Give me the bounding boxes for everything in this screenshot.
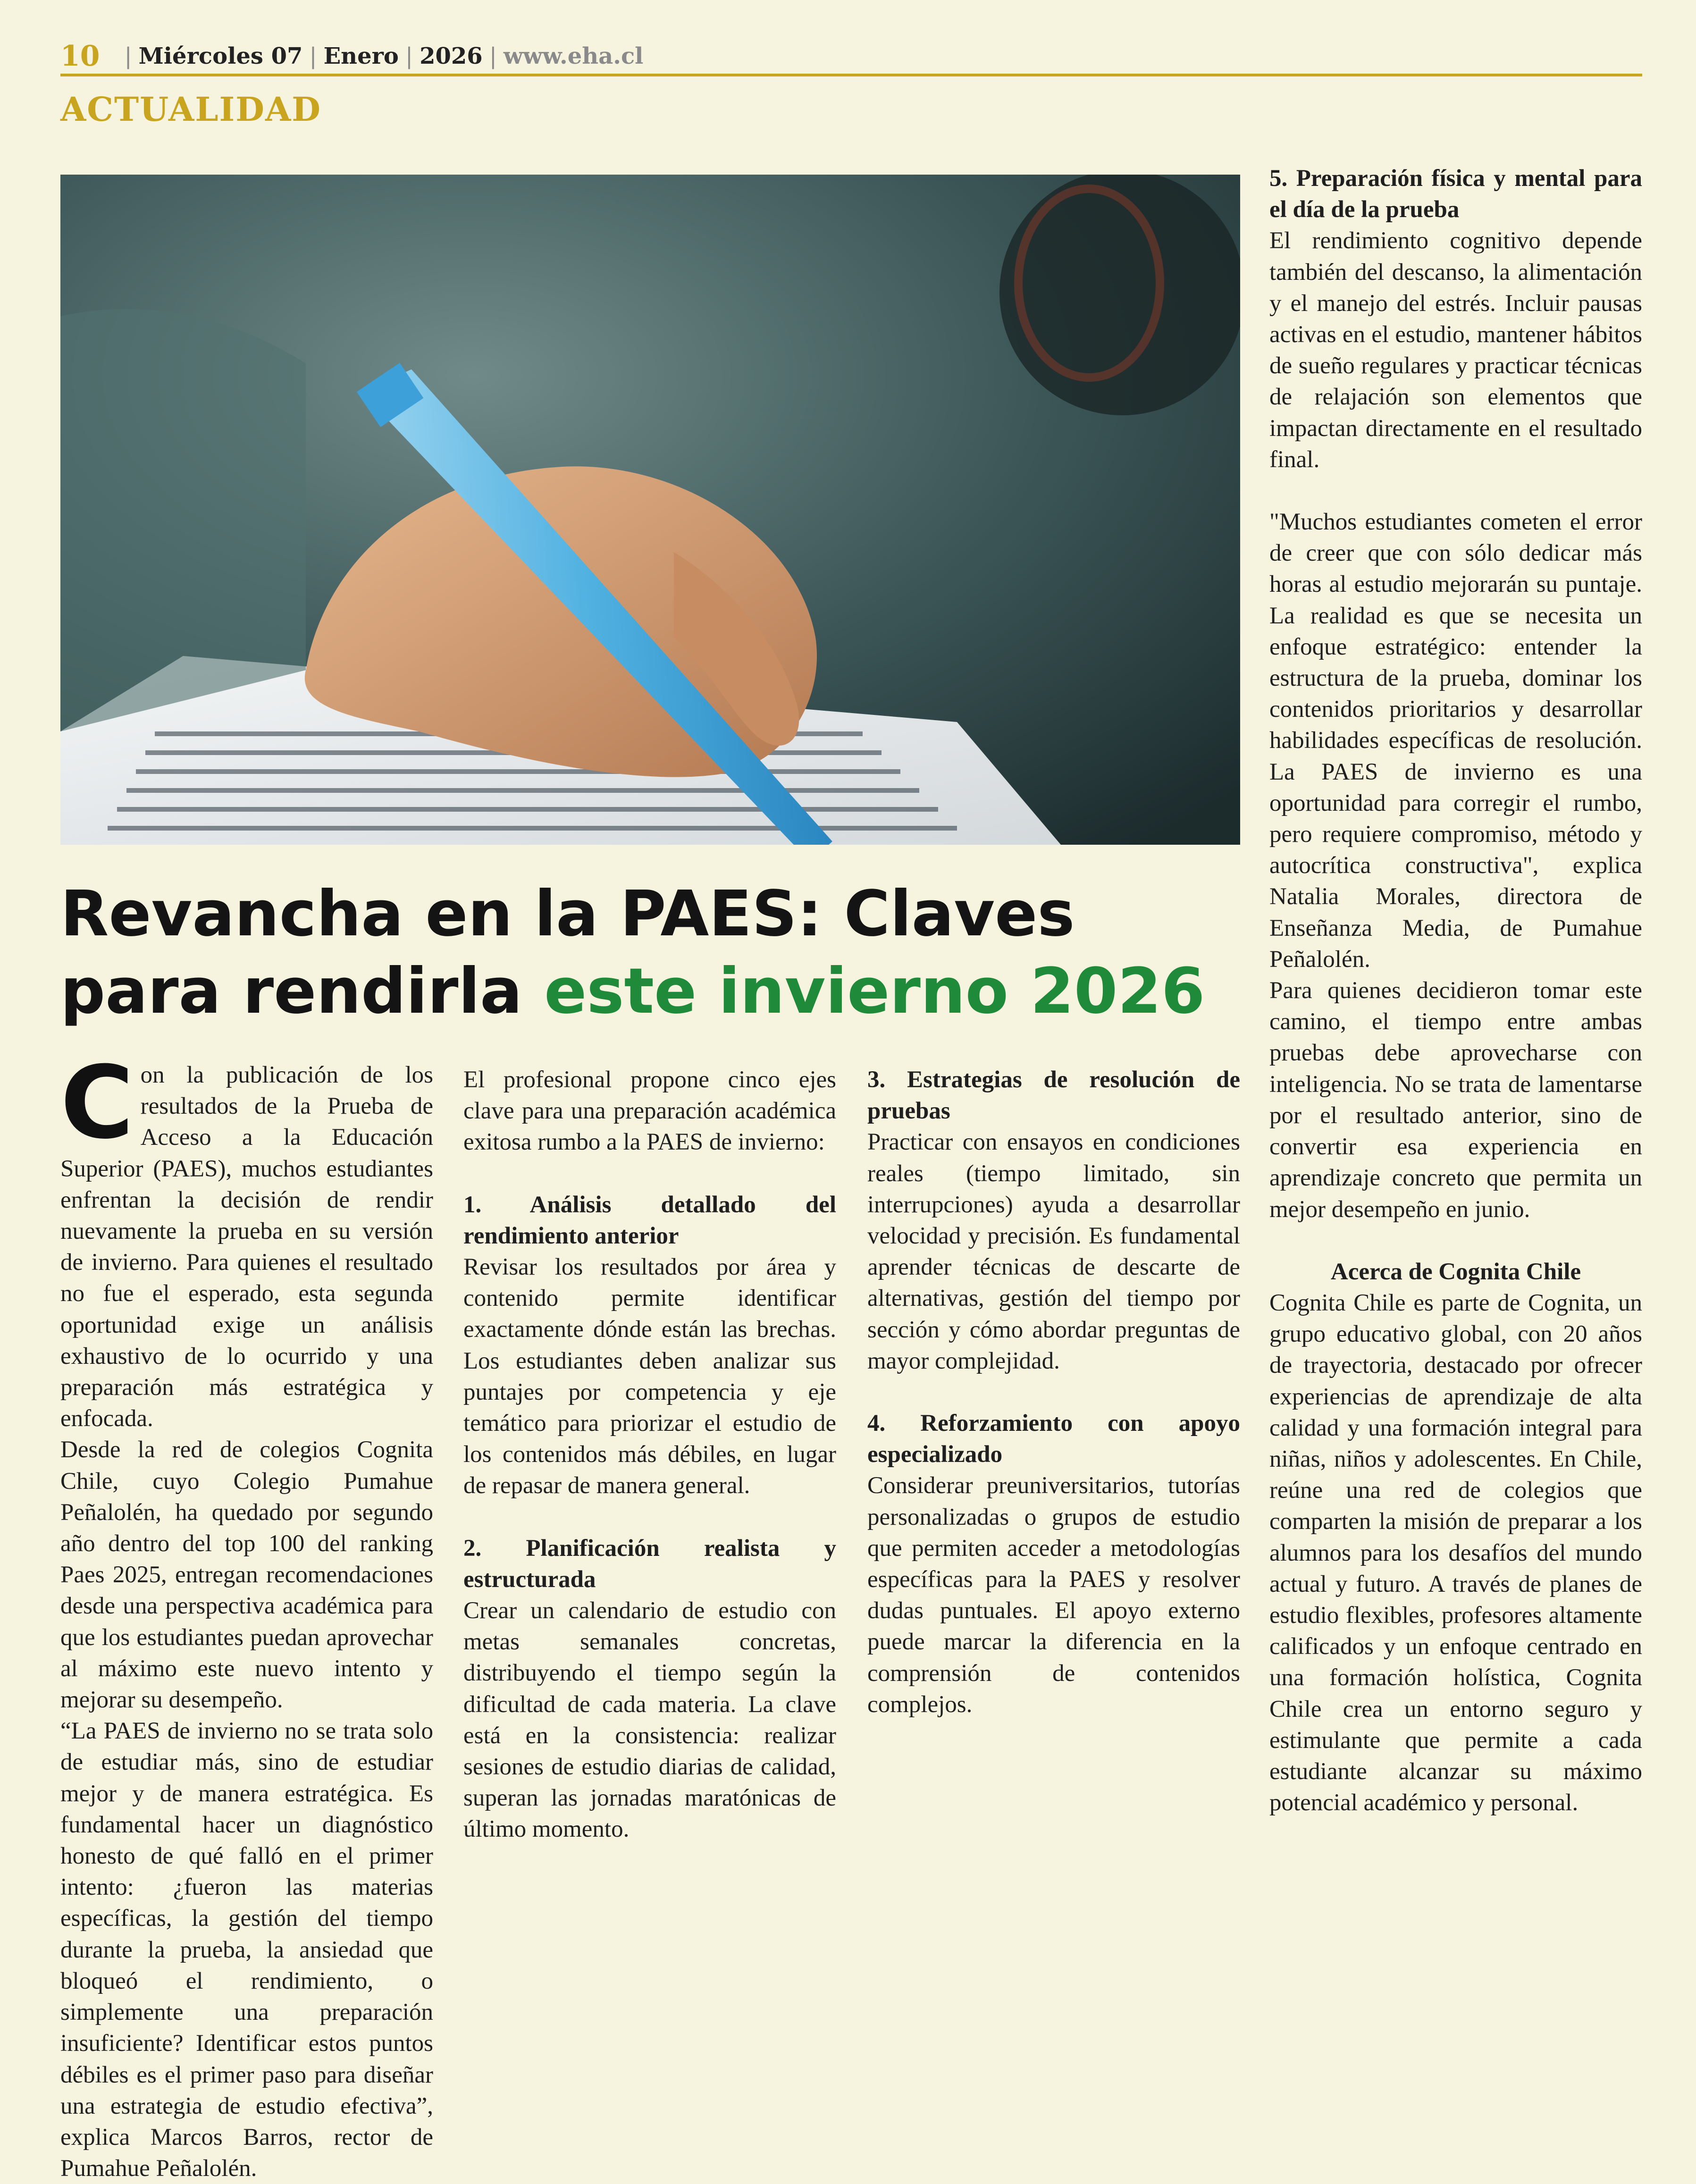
text-axis-3: Practicar con ensayos en condiciones reales (tiempo limitado, sin interrupciones) ayuda a desarrollar velocidad y precisión. Es fundamental aprender técnicas de descarte de alternativas, gestión del tiempo por sección y cómo abordar preguntas de mayor complejidad.	[867, 1129, 1240, 1374]
heading-axis-2: 2. Planificación realista y estructurada	[463, 1535, 836, 1593]
article-headline	[60, 875, 1240, 1030]
article-column-2	[463, 1064, 836, 1845]
text-axis-2: Crear un calendario de estudio con metas semanales concretas, distribuyendo el tiempo según la dificultad de cada materia. La clave está en la consistencia: realizar sesiones de estudio diarias de calidad, superan las jornadas maratónicas de último momento.	[463, 1597, 836, 1843]
heading-axis-3: 3. Estrategias de resolución de pruebas	[867, 1067, 1240, 1125]
intro-paragraph: Con la publicación de los resultados de la Prueba de Acceso a la Educación Superior (PAES), muchos estudiantes enfrentan la decisión de rendir nuevamente la prueba en su versión de invierno. Para quienes el resultado no fue el esperado, esta segunda oportunidad exige un análisis exhaustivo de lo ocurrido y una preparación más estratégica y enfocada.	[60, 1044, 433, 1432]
headline-part1: Revancha en la PAES: Claves para rendirla	[60, 878, 1075, 1028]
article-column-3	[867, 1064, 1240, 1720]
paragraph-quote-barros: “La PAES de invierno no se trata solo de estudiar más, sino de estudiar mejor y de manera estratégica. Es fundamental hacer un diagnóstico honesto de qué falló en el primer intento: ¿fueron las materias específicas, la gestión del tiempo durante la prueba, la ansiedad que bloqueó el rendimiento, o simplemente una preparación insuficiente? Identificar estos puntos débiles es el primer paso para diseñar una estrategia de estudio efectiva”, explica Marcos Barros, rector de Pumahue Peñalolén.	[60, 1718, 433, 2182]
page-number: 10	[60, 40, 100, 73]
heading-axis-1: 1. Análisis detallado del rendimiento anterior	[463, 1191, 836, 1249]
about-heading: Acerca de Cognita Chile	[1330, 1258, 1581, 1285]
header-website-link[interactable]: www.eha.cl	[503, 43, 644, 69]
text-axis-5: El rendimiento cognitivo depende también del descanso, la alimentación y el manejo del estrés. Incluir pausas activas en el estudio, mantener hábitos de sueño regulares y practicar técnicas de relajación son elementos que impactan directamente en el resultado final.	[1269, 227, 1642, 473]
article-column-4	[1269, 163, 1642, 1818]
header-year: 2026	[420, 43, 483, 69]
header-month: Enero	[323, 43, 399, 69]
article-column-1	[60, 1044, 433, 2184]
section-title: ACTUALIDAD	[60, 90, 321, 129]
paragraph-cognita: Desde la red de colegios Cognita Chile, cuyo Colegio Pumahue Peñalolén, ha quedado por segundo año dentro del top 100 del ranking Paes 2025, entregan recomendaciones desde una perspectiva académica para que los estudiantes puedan aprovechar al máximo este nuevo intento y mejorar su desempeño.	[60, 1436, 433, 1714]
article-photo	[60, 175, 1240, 845]
text-axis-4: Considerar preuniversitarios, tutorías personalizadas o grupos de estudio que permiten acceder a metodologías específicas para la PAES y resolver dudas puntuales. El apoyo externo puede marcar la diferencia en la comprensión de contenidos complejos.	[867, 1472, 1240, 1718]
headline-highlight: este invierno 2026	[544, 955, 1205, 1028]
text-axis-1: Revisar los resultados por área y contenido permite identificar exactamente dónde están las brechas. Los estudiantes deben analizar sus puntajes por competencia y eje temático para priorizar el estudio de los contenidos más débiles, en lugar de repasar de manera general.	[463, 1254, 836, 1499]
paragraph-conclusion: Para quienes decidieron tomar este camino, el tiempo entre ambas pruebas debe aprovecharse con inteligencia. No se trata de lamentarse por el resultado anterior, sino de convertir esa experiencia en aprendizaje concreto que permita un mejor desempeño en junio.	[1269, 977, 1642, 1223]
paragraph-quote-morales: "Muchos estudiantes cometen el error de creer que con sólo dedicar más horas al estudio mejorarán su puntaje. La realidad es que se necesita un enfoque estratégico: entender la estructura de la prueba, dominar los contenidos prioritarios y desarrollar habilidades específicas de resolución. La PAES de invierno es una oportunidad para corregir el rumbo, pero requiere compromiso, método y autocrítica constructiva", explica Natalia Morales, directora de Enseñanza Media, de Pumahue Peñalolén.	[1269, 509, 1642, 973]
heading-axis-5: 5. Preparación física y mental para el día de la prueba	[1269, 165, 1642, 223]
heading-axis-4: 4. Reforzamiento con apoyo especializado	[867, 1410, 1240, 1468]
about-text: Cognita Chile es parte de Cognita, un grupo educativo global, con 20 años de trayectoria, destacado por ofrecer experiencias de aprendizaje de alta calidad y una formación integral para niñas, niños y adolescentes. En Chile, reúne una red de colegios que comparten la misión de preparar a los alumnos para los desafíos del mundo actual y futuro. A través de planes de estudio flexibles, profesores altamente calificados y un enfoque centrado en una formación holística, Cognita Chile crea un entorno seguro y estimulante que permite a cada estudiante alcanzar su máximo potencial académico y personal.	[1269, 1289, 1642, 1816]
header-rule	[60, 74, 1642, 76]
drop-cap: C	[60, 1044, 134, 1161]
paragraph-five-axes: El profesional propone cinco ejes clave para una preparación académica exitosa rumbo a la PAES de invierno:	[463, 1067, 836, 1156]
page-header: 10 | Miércoles 07 | Enero | 2026 | www.eha.cl	[60, 40, 644, 73]
header-day: Miércoles 07	[138, 43, 303, 69]
student-writing-exam-photo-icon	[60, 175, 1240, 845]
